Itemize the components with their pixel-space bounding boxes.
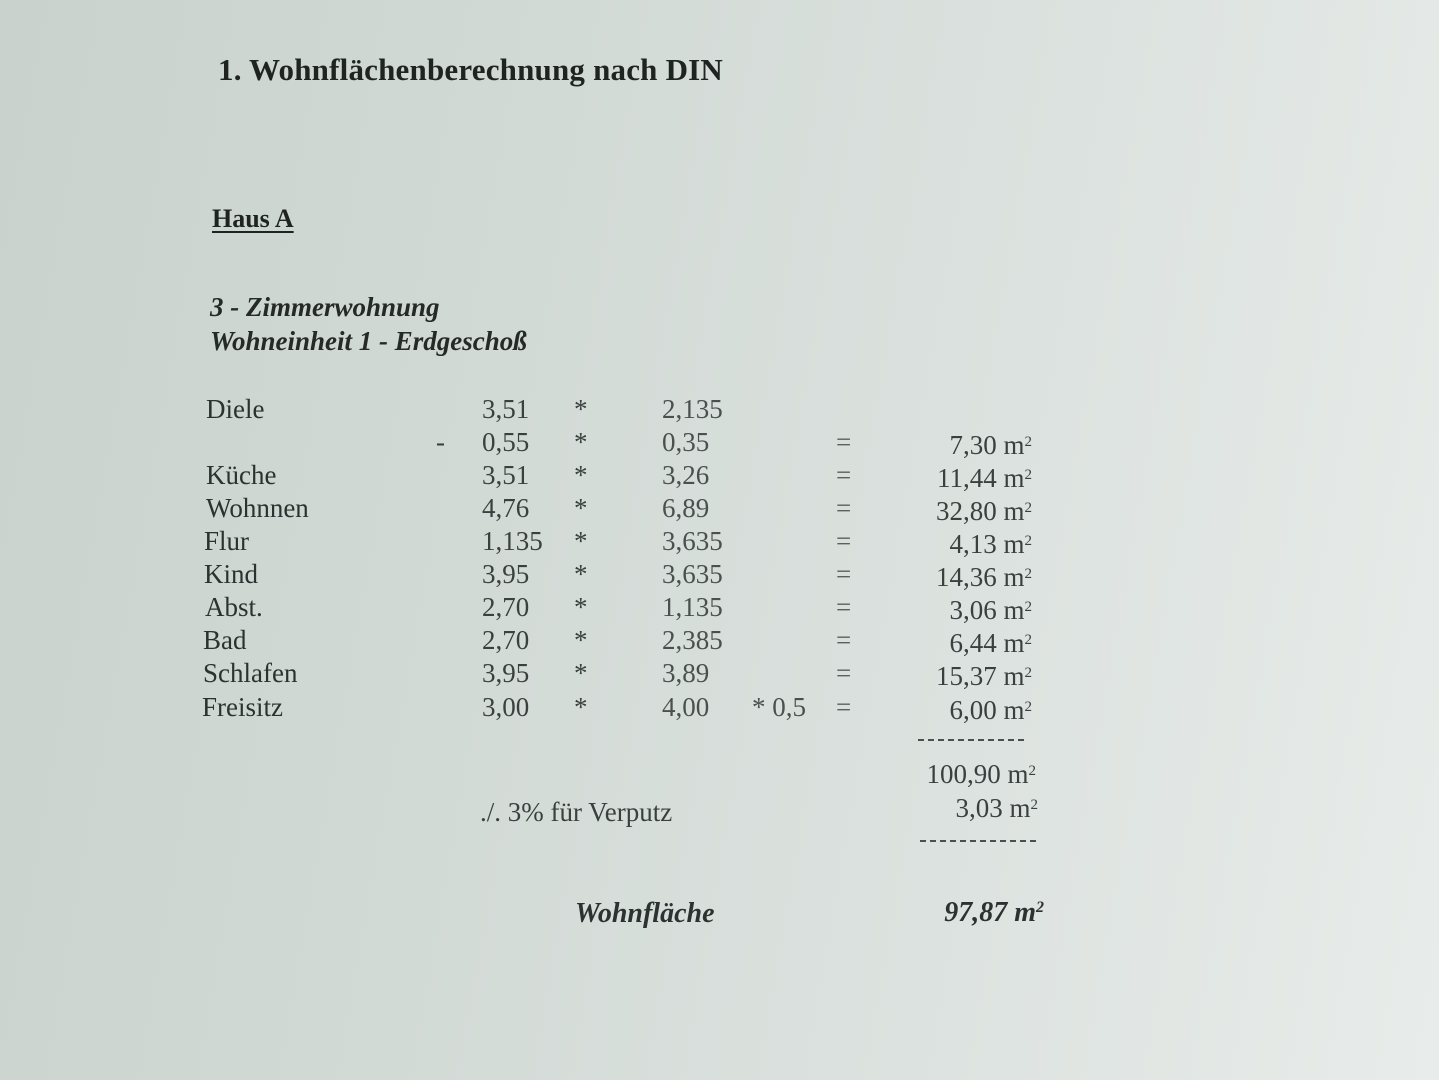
multiply-sign: * xyxy=(574,658,588,688)
living-area-value: 97,87 $m^2$ xyxy=(944,897,1044,928)
width-value: 2,135 xyxy=(662,394,723,424)
multiply-sign: * xyxy=(574,394,588,424)
length-value: 4,76 xyxy=(482,493,530,523)
table-row xyxy=(0,392,1439,426)
multiply-sign: * xyxy=(574,493,588,523)
equals-sign: = xyxy=(836,692,852,722)
multiply-sign: * xyxy=(574,692,588,722)
area-result: 14,36 $m^2$ xyxy=(935,562,1032,592)
subtotal-value: 100,90 $m^2$ xyxy=(926,759,1036,789)
equals-sign: = xyxy=(836,460,852,490)
minus-sign: - xyxy=(436,427,445,457)
multiply-sign: * xyxy=(574,526,588,556)
table-row xyxy=(0,425,1439,459)
table-row xyxy=(0,623,1439,657)
equals-sign: = xyxy=(836,493,852,523)
area-result: 11,44 $m^2$ xyxy=(937,463,1032,493)
multiply-sign: * xyxy=(574,460,588,490)
room-name: Wohnnen xyxy=(206,493,309,523)
multiply-sign: * xyxy=(574,625,588,655)
total-divider xyxy=(920,840,1036,842)
deduction-label: ./. 3% für Verputz xyxy=(480,797,673,827)
room-name: Flur xyxy=(204,526,250,556)
equals-sign: = xyxy=(836,526,852,556)
deduction-value: 3,03 $m^2$ xyxy=(955,793,1038,823)
area-result: 6,00 $m^2$ xyxy=(949,695,1032,725)
area-result: 6,44 $m^2$ xyxy=(949,628,1032,658)
table-row xyxy=(0,656,1439,690)
width-value: 4,00 xyxy=(662,692,710,722)
length-value: 3,95 xyxy=(482,658,530,688)
unit-type-heading: 3 - Zimmerwohnung xyxy=(210,292,440,322)
table-row xyxy=(0,690,1439,724)
width-value: 2,385 xyxy=(662,625,723,655)
subtotal-divider xyxy=(918,739,1024,741)
room-name: Kind xyxy=(204,559,258,589)
table-row xyxy=(0,557,1439,591)
width-value: 3,26 xyxy=(662,460,710,490)
equals-sign: = xyxy=(836,559,852,589)
equals-sign: = xyxy=(836,658,852,688)
length-value: 3,51 xyxy=(482,394,530,424)
area-result: 4,13 $m^2$ xyxy=(949,529,1032,559)
width-value: 1,135 xyxy=(662,592,723,622)
multiply-sign: * xyxy=(574,592,588,622)
room-name: Schlafen xyxy=(203,658,298,688)
table-row xyxy=(0,458,1439,492)
length-value: 0,55 xyxy=(482,427,530,457)
length-value: 2,70 xyxy=(482,625,530,655)
equals-sign: = xyxy=(836,427,852,457)
table-row xyxy=(0,590,1439,624)
width-value: 3,635 xyxy=(662,526,723,556)
area-result: 15,37 $m^2$ xyxy=(935,661,1032,691)
width-value: 6,89 xyxy=(662,493,710,523)
length-value: 3,95 xyxy=(482,559,530,589)
table-row xyxy=(0,524,1439,558)
length-value: 3,00 xyxy=(482,692,530,722)
room-name: Küche xyxy=(206,460,277,490)
multiply-sign: * xyxy=(574,559,588,589)
equals-sign: = xyxy=(836,592,852,622)
room-name: Abst. xyxy=(205,592,263,622)
room-name: Freisitz xyxy=(202,692,283,722)
area-result: 3,06 $m^2$ xyxy=(949,595,1032,625)
table-row xyxy=(0,491,1439,525)
width-value: 3,635 xyxy=(662,559,723,589)
width-value: 3,89 xyxy=(662,658,710,688)
width-value: 0,35 xyxy=(662,427,710,457)
multiply-sign: * xyxy=(574,427,588,457)
room-name: Bad xyxy=(203,625,247,655)
length-value: 2,70 xyxy=(482,592,530,622)
area-result: 32,80 $m^2$ xyxy=(935,496,1032,526)
room-name: Diele xyxy=(206,394,265,424)
area-result: 7,30 $m^2$ xyxy=(949,430,1032,460)
house-heading: Haus A xyxy=(212,204,294,233)
length-value: 3,51 xyxy=(482,460,530,490)
equals-sign: = xyxy=(836,625,852,655)
factor-value: * 0,5 xyxy=(752,692,806,722)
unit-name-heading: Wohneinheit 1 - Erdgeschoß xyxy=(210,326,527,356)
page-title: 1. Wohnflächenberechnung nach DIN xyxy=(218,52,724,87)
length-value: 1,135 xyxy=(482,526,543,556)
living-area-label: Wohnfläche xyxy=(575,898,715,929)
